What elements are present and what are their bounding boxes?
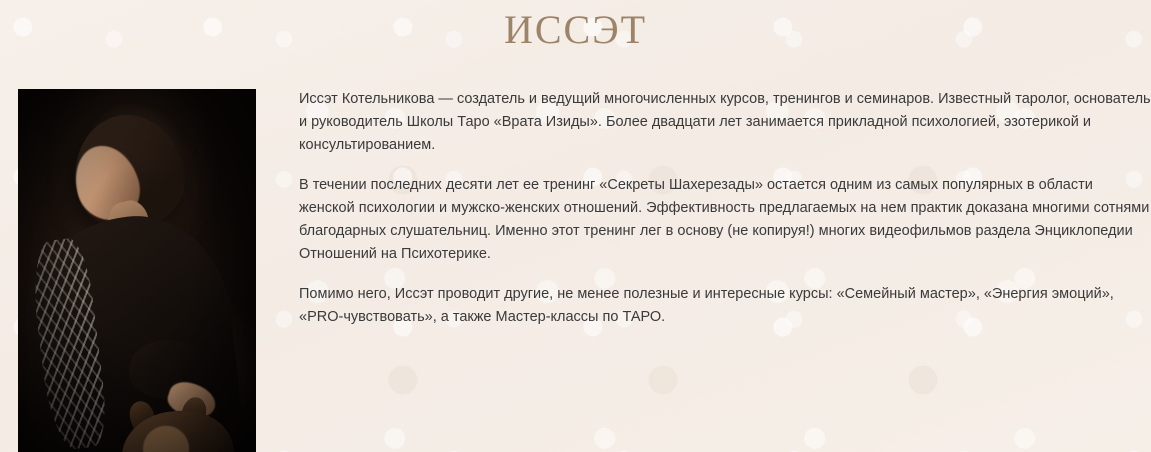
paragraph-3: Помимо него, Иссэт проводит другие, не менее полезные и интересные курсы: «Семейный мастер», «Энергия эмоций», «PRO-чувствовать», а также Мастер-классы по ТАРО. — [299, 286, 1114, 325]
portrait-canvas — [18, 89, 256, 452]
portrait-image — [18, 89, 256, 452]
paragraph-1: Иссэт Котельникова — создатель и ведущий многочисленных курсов, тренингов и семинаров. Известный таролог, основатель и руководитель Школы Таро «Врата Изиды». Более двадцати лет занимается прикладной психологией, эзотерикой и консультированием. — [299, 91, 1151, 153]
page-title: ИССЭТ — [503, 7, 648, 52]
paragraph-2: В течении последних десяти лет ее тренинг «Секреты Шахерезады» остается одним из самых популярных в области женской психологии и мужско-женских отношений. Эффективность предлагаемых на нем практик доказана многими сотнями благодарных слушательниц. Именно этот тренинг лег в основу (не копируя!) многих видеофильмов раздела Энциклопедии Отношений на Психотерике. — [299, 177, 1150, 262]
biography-text — [299, 88, 1151, 329]
